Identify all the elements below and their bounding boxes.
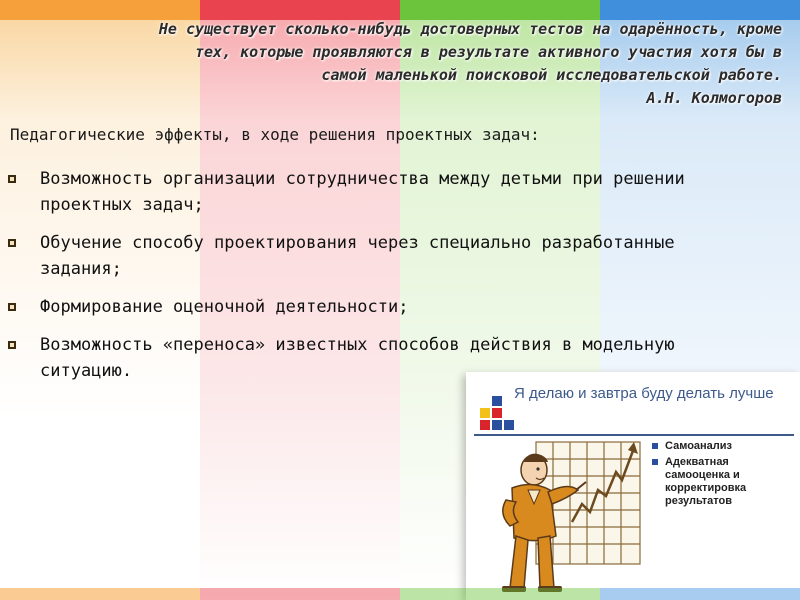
bottom-bar-orange xyxy=(0,588,200,600)
list-item-text: Обучение способу проектирования через специально разработанные задания; xyxy=(40,233,675,279)
list-item-text: Возможность организации сотрудничества между детьми при решении проектных задач; xyxy=(40,169,685,215)
top-bar-blue xyxy=(600,0,800,20)
top-bar-orange xyxy=(0,0,200,20)
list-item xyxy=(652,440,792,453)
bullet-marker-icon xyxy=(8,175,16,183)
quote-author: А.Н. Колмогоров xyxy=(646,89,782,107)
bottom-bar-green xyxy=(400,588,600,600)
list-item xyxy=(8,166,728,218)
effects-list xyxy=(8,166,728,396)
quote-line: Не существует сколько-нибудь достоверных тестов на одарённость, кроме xyxy=(158,20,782,38)
top-bar-red xyxy=(200,0,400,20)
quote-line: тех, которые проявляются в результате активного участия хотя бы в xyxy=(195,43,782,61)
bullet-marker-icon xyxy=(8,239,16,247)
top-color-bar xyxy=(0,0,800,20)
illustration-divider xyxy=(474,434,794,436)
list-item-text: Самоанализ xyxy=(665,440,733,452)
square-bullet-icon xyxy=(652,459,658,465)
top-bar-green xyxy=(400,0,600,20)
illustration-title: Я делаю и завтра буду делать лучше xyxy=(514,385,774,402)
illustration-card xyxy=(466,372,800,600)
quote-line: самой маленькой поисковой исследовательской работе. xyxy=(321,66,782,84)
bottom-bar-blue xyxy=(600,588,800,600)
list-item xyxy=(8,230,728,282)
bullet-marker-icon xyxy=(8,303,16,311)
list-item-text: Адекватная самооценка и корректировка результатов xyxy=(665,456,747,507)
square-bullet-icon xyxy=(652,443,658,449)
list-item-text: Возможность «переноса» известных способов действия в модельную ситуацию. xyxy=(40,335,675,381)
list-item-text: Формирование оценочной деятельности; xyxy=(40,297,409,317)
epigraph-quote xyxy=(20,18,782,110)
bottom-bar-red xyxy=(200,588,400,600)
bullet-marker-icon xyxy=(8,341,16,349)
list-item xyxy=(8,294,728,320)
bottom-color-bar xyxy=(0,588,800,600)
list-item xyxy=(652,456,792,508)
illustration-list xyxy=(652,440,792,511)
slide-heading: Педагогические эффекты, в ходе решения проектных задач: xyxy=(10,125,540,144)
